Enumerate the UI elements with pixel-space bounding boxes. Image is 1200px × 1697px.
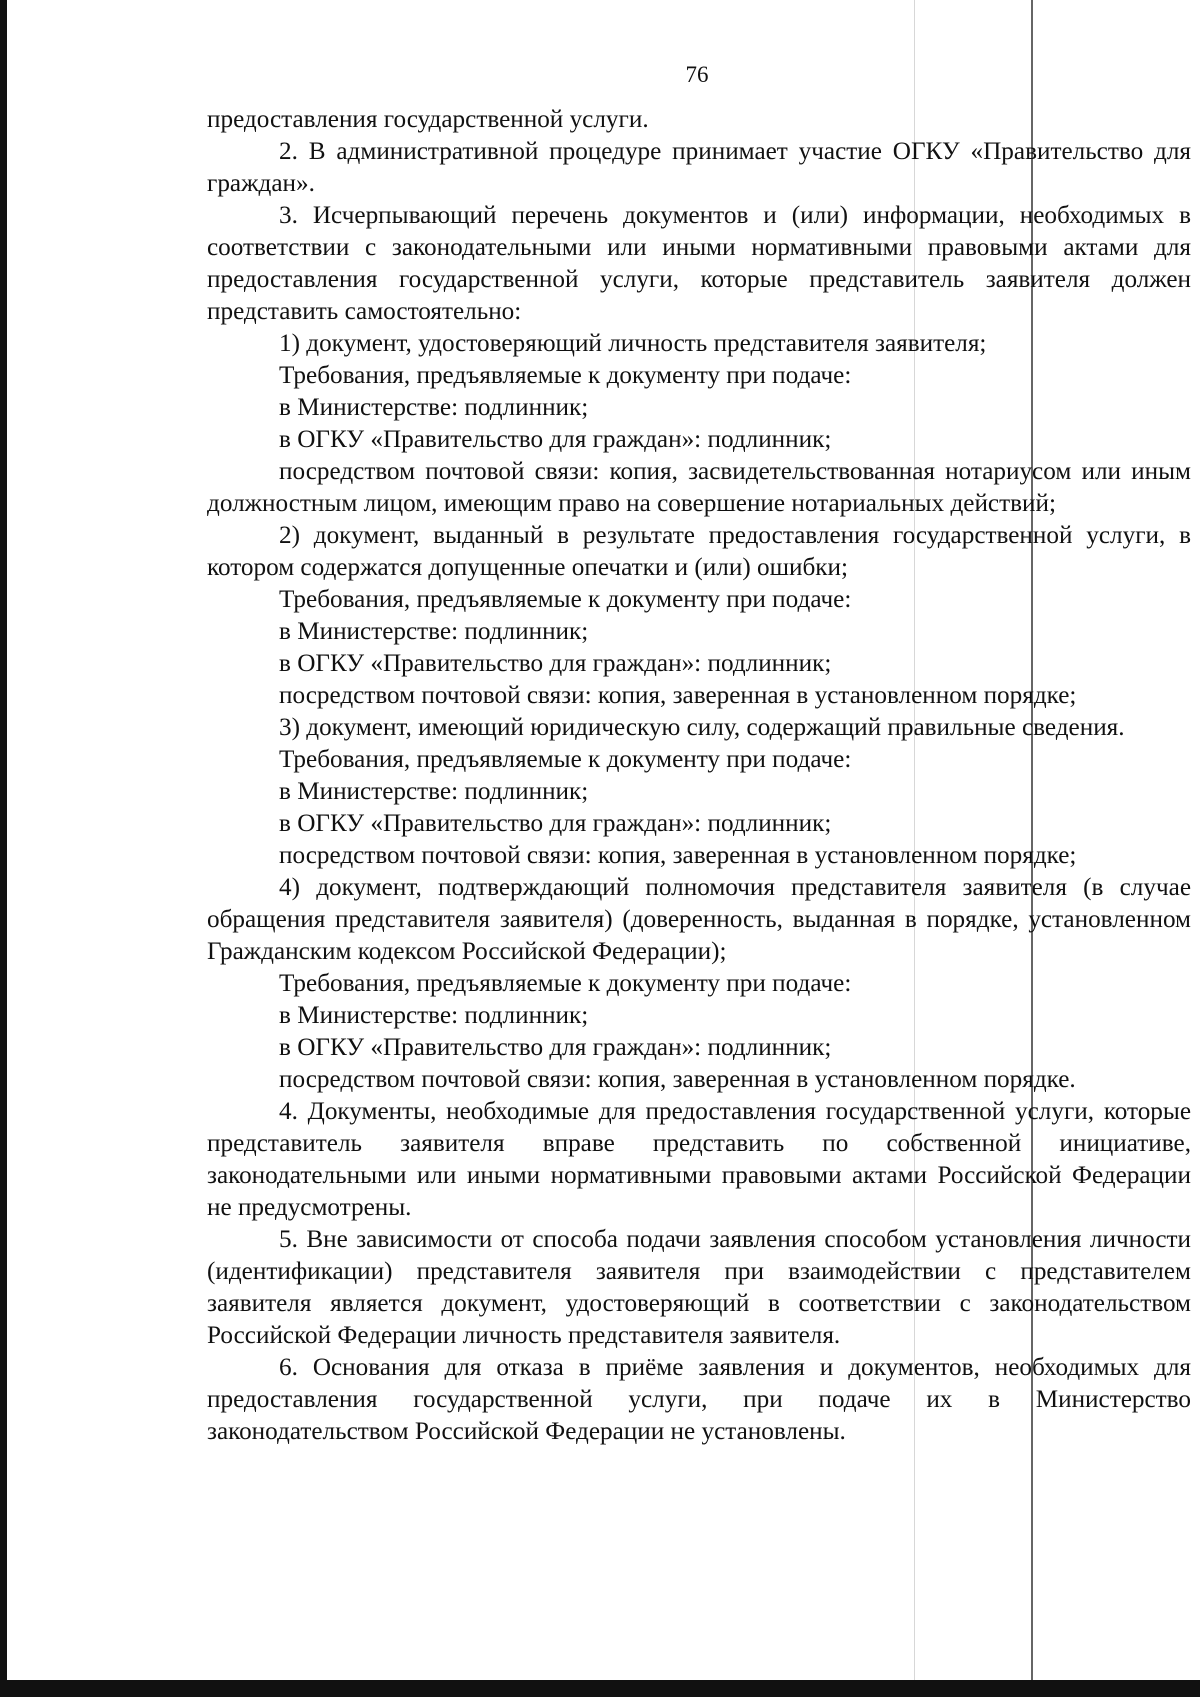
paragraph: 4) документ, подтверждающий полномочия представителя заявителя (в случае обращения представителя заявителя) (доверенность, выданная в порядке, установленном Гражданским кодексом Российской Федерации); [207, 874, 1191, 965]
paragraph: Требования, предъявляемые к документу при подаче: [279, 746, 852, 773]
scan-edge-left [0, 0, 7, 1697]
paragraph: предоставления государственной услуги. [207, 106, 649, 133]
paragraph: в ОГКУ «Правительство для граждан»: подлинник; [279, 426, 832, 453]
document-body [207, 104, 1191, 1448]
paragraph: Требования, предъявляемые к документу при подаче: [279, 362, 852, 389]
scan-edge-bottom [0, 1680, 1200, 1697]
paragraph: посредством почтовой связи: копия, заверенная в установленном порядке. [279, 1066, 1076, 1093]
paragraph: в Министерстве: подлинник; [279, 1002, 589, 1029]
paragraph: 2. В административной процедуре принимает участие ОГКУ «Правительство для граждан». [207, 138, 1191, 197]
paragraph: в ОГКУ «Правительство для граждан»: подлинник; [279, 810, 832, 837]
paragraph: 1) документ, удостоверяющий личность представителя заявителя; [279, 330, 987, 357]
paragraph: в ОГКУ «Правительство для граждан»: подлинник; [279, 650, 832, 677]
page-number: 76 [685, 62, 709, 87]
paragraph: Требования, предъявляемые к документу при подаче: [279, 586, 852, 613]
paragraph: 6. Основания для отказа в приёме заявления и документов, необходимых для предоставления государственной услуги, при подаче их в Министерство законодательством Российской Федерации не установлены. [207, 1354, 1191, 1445]
paragraph: в Министерстве: подлинник; [279, 394, 589, 421]
paragraph: 4. Документы, необходимые для предоставления государственной услуги, которые представитель заявителя вправе представить по собственной инициативе, законодательными или иными нормативными правовыми актами Российской Федерации не предусмотрены. [207, 1098, 1191, 1221]
paragraph: в Министерстве: подлинник; [279, 778, 589, 805]
paragraph: 3) документ, имеющий юридическую силу, содержащий правильные сведения. [279, 714, 1125, 741]
paragraph: посредством почтовой связи: копия, заверенная в установленном порядке; [279, 682, 1077, 709]
paragraph: 2) документ, выданный в результате предоставления государственной услуги, в котором содержатся допущенные опечатки и (или) ошибки; [207, 522, 1191, 581]
paragraph: посредством почтовой связи: копия, засвидетельствованная нотариусом или иным должностным лицом, имеющим право на совершение нотариальных действий; [207, 458, 1191, 517]
paragraph: 3. Исчерпывающий перечень документов и (или) информации, необходимых в соответствии с законодательными или иными нормативными правовыми актами для предоставления государственной услуги, которые представитель заявителя должен представить самостоятельно: [207, 202, 1191, 325]
paragraph: в ОГКУ «Правительство для граждан»: подлинник; [279, 1034, 832, 1061]
paragraph: Требования, предъявляемые к документу при подаче: [279, 970, 852, 997]
paragraph: посредством почтовой связи: копия, заверенная в установленном порядке; [279, 842, 1077, 869]
paragraph: в Министерстве: подлинник; [279, 618, 589, 645]
paragraph: 5. Вне зависимости от способа подачи заявления способом установления личности (идентификации) представителя заявителя при взаимодействии с представителем заявителя является документ, удостоверяющий в соответствии с законодательством Российской Федерации личность представителя заявителя. [207, 1226, 1191, 1349]
